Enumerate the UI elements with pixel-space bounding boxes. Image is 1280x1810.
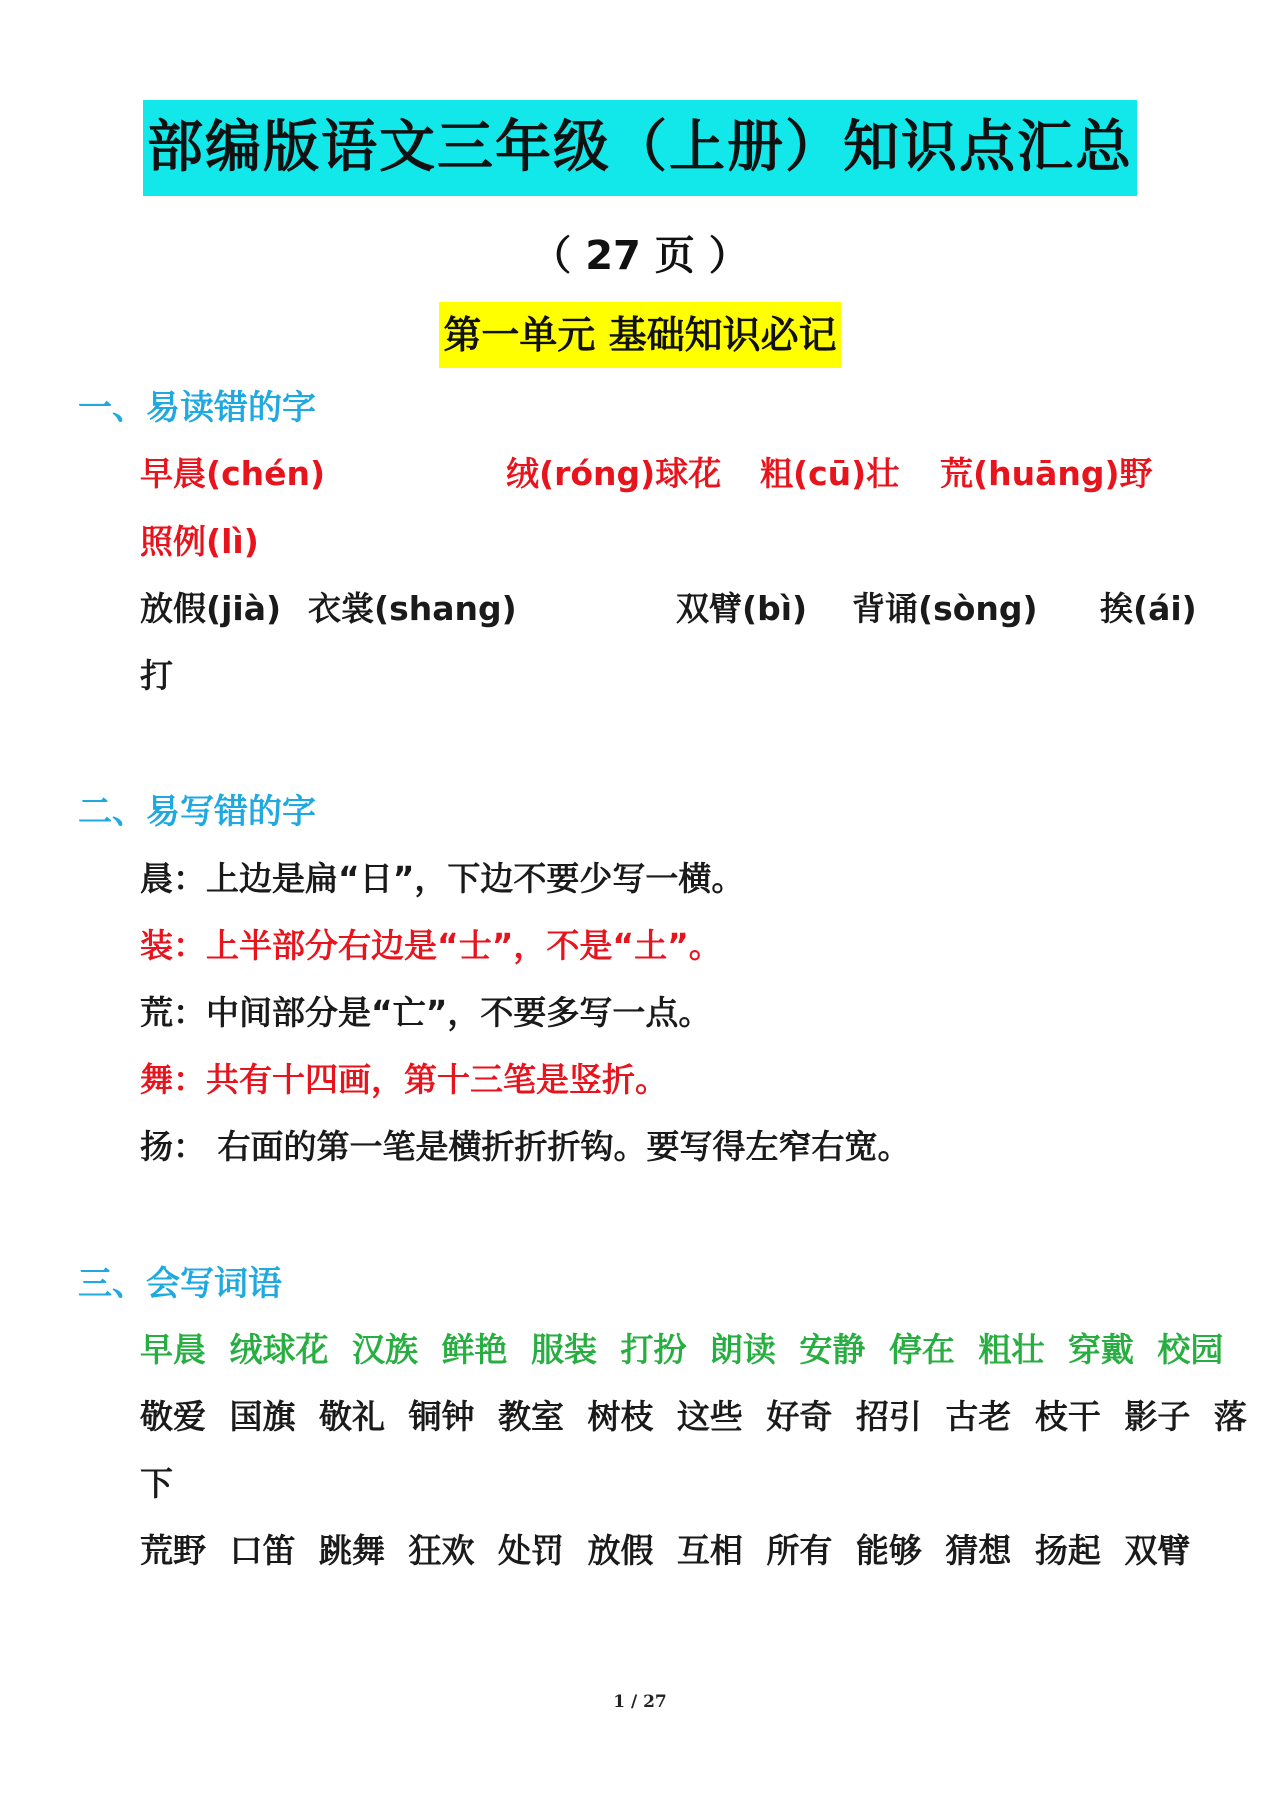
vocab-row: 早晨 绒球花 汉族 鲜艳 服装 打扮 朗读 安静 停在 粗壮 穿戴 校园 (140, 1330, 1224, 1369)
misread-word: 背诵(sòng) (852, 589, 1038, 628)
misread-word: 荒(huāng)野 (940, 454, 1153, 493)
miswrite-line: 扬： 右面的第一笔是横折折折钩。要写得左窄右宽。 (140, 1127, 911, 1166)
unit-title: 第一单元 基础知识必记 (439, 302, 840, 368)
misread-word: 粗(cū)壮 (760, 454, 900, 493)
document-title: 部编版语文三年级（上册）知识点汇总 (143, 100, 1137, 196)
section-title-vocab: 三、会写词语 (78, 1264, 282, 1304)
miswrite-line: 装：上半部分右边是“士”，不是“土”。 (140, 926, 722, 965)
misread-word: 衣裳(shang) (308, 589, 517, 628)
misread-word: 绒(róng)球花 (506, 454, 722, 493)
miswrite-line: 舞：共有十四画，第十三笔是竖折。 (140, 1060, 668, 1099)
misread-word: 早晨(chén) (140, 454, 326, 493)
misread-red-row (0, 448, 1280, 492)
vocab-row: 荒野 口笛 跳舞 狂欢 处罚 放假 互相 所有 能够 猜想 扬起 双臂 (140, 1531, 1191, 1570)
page-count-note: （ 27 页 ） (531, 233, 749, 279)
title-wrap (0, 100, 1280, 196)
unit-title-wrap (0, 302, 1280, 368)
miswrite-line: 晨：上边是扁“日”，下边不要少写一横。 (140, 859, 745, 898)
misread-word: 打 (140, 656, 173, 695)
page-number: 1 / 27 (613, 1692, 667, 1712)
misread-word: 挨(ái) (1100, 589, 1197, 628)
vocab-row: 敬爱 国旗 敬礼 铜钟 教室 树枝 这些 好奇 招引 古老 枝干 影子 落 (140, 1397, 1247, 1436)
section-title-miswrite: 二、易写错的字 (78, 792, 316, 832)
section-title-misread: 一、易读错的字 (78, 388, 316, 428)
misread-word: 双臂(bì) (676, 589, 808, 628)
misread-word: 照例(lì) (140, 522, 259, 561)
vocab-row: 下 (140, 1464, 173, 1503)
misread-black-row (0, 583, 1280, 627)
miswrite-line: 荒：中间部分是“亡”，不要多写一点。 (140, 993, 712, 1032)
misread-word: 放假(jià) (140, 589, 282, 628)
